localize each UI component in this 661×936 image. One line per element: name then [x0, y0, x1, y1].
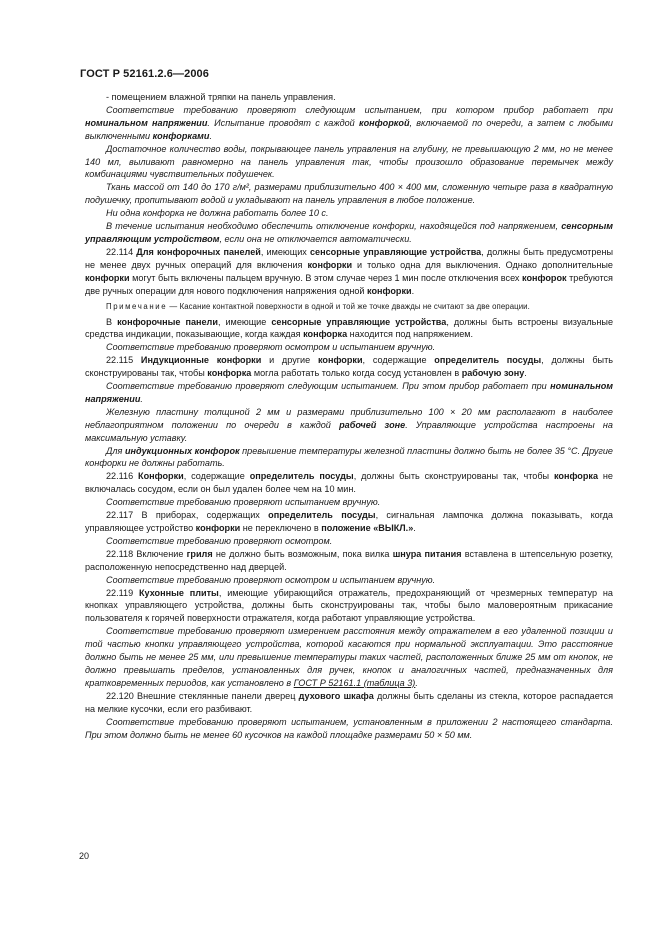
clause-22-115: 22.115 Индукционные конфорки и другие конфорки, содержащие определитель посуды, должны быть сконструированы так, чтобы конфорка могла работать только когда сосуд установлен в рабочую зону.	[85, 355, 613, 379]
paragraph: Ни одна конфорка не должна работать более 10 с.	[106, 208, 329, 219]
clause-22-117: 22.117 В приборах, содержащих определитель посуды, сигнальная лампочка должна показывать, когда управляющее устройство конфорки не переключено в положение «ВЫКЛ.».	[85, 510, 613, 533]
paragraph: Соответствие требованию проверяют испытанием, установленным в приложении 2 настоящего стандарта. При этом должно быть не менее 60 кусочков на каждой площадке размерами 50 × 50 мм.	[85, 716, 613, 740]
paragraph: В течение испытания необходимо обеспечить отключение конфорки, находящейся под напряжением, сенсорным управляющим устройством, если она не отключается автоматически.	[85, 221, 613, 244]
standard-header: ГОСТ Р 52161.2.6—2006	[80, 68, 209, 80]
paragraph: Соответствие требованию проверяют осмотром.	[106, 535, 333, 546]
clause-22-116: 22.116 Конфорки, содержащие определитель посуды, должны быть сконструированы так, чтобы конфорка не включалась сосудом, если он был удален более чем на 10 мин.	[85, 471, 613, 495]
paragraph: Ткань массой от 140 до 170 г/м², размерами приблизительно 400 × 400 мм, сложенную четыре раза в квадратную подушечку, пропитывают водой и укладывают на панель управления в любое положение.	[85, 182, 613, 206]
document-body	[85, 91, 613, 741]
page-number: 20	[79, 851, 90, 861]
clause-22-114: 22.114 Для конфорочных панелей, имеющих сенсорные управляющие устройства, должны быть предусмотрены не менее двух ручных операций для включения конфорки и только одна для выключения. Однако дополнительные конфорки могут быть включены пальцем вручную. В этом случае через 1 мин после отключения всех конфорок требуются две ручных операции для нового подключения напряжения одной конфорки.	[85, 246, 614, 296]
paragraph: В конфорочные панели, имеющие сенсорные управляющие устройства, должны быть встроены визуальные средства индикации, показывающие, когда каждая конфорка находится под напряжением.	[85, 316, 614, 340]
paragraph: Соответствие требованию проверяют испытанием вручную.	[106, 497, 381, 508]
standard-reference-link[interactable]: ГОСТ Р 52161.1 (таблица 3)	[293, 677, 416, 688]
clause-22-118: 22.118 Включение гриля не должно быть возможным, пока вилка шнура питания вставлена в штепсельную розетку, расположенную непосредственно над дверцей.	[85, 548, 613, 572]
paragraph: Железную пластину толщиной 2 мм и размерами приблизительно 100 × 20 мм располагают в наиболее неблагоприятном положении по очереди в каждой рабочей зоне. Управляющие устройства настроены на максимальную уставку.	[85, 406, 613, 443]
paragraph: Для индукционных конфорок превышение температуры железной пластины должно быть не более 35 °С. Другие конфорки не должны работать.	[85, 445, 613, 469]
paragraph: Соответствие требованию проверяют осмотром и испытанием вручную.	[106, 342, 436, 353]
paragraph: Достаточное количество воды, покрывающее панель управления на глубину, не превышающую 2 мм, но не менее 140 мл, выливают равномерно на панель управления так, чтобы произошло образование перемычек между комбинациями чувствительных подушечек.	[85, 143, 613, 180]
paragraph: - помещением влажной тряпки на панель управления.	[106, 92, 336, 102]
paragraph: Соответствие требованию проверяют осмотром и испытанием вручную.	[106, 574, 436, 585]
paragraph: Соответствие требованию проверяют измерением расстояния между отражателем в его удаленной позиции и той частью кнопки управляющего устройства, которой касаются при нормальной эксплуатации. Это расстояние должно быть не менее 25 мм, или превышение температуры таких частей, расположенных ближе 25 мм от кнопок, не должно превышать пределов, установленных для ручек, кнопок и аналогичных частей, предназначенных для кратковременных периодов, как установлено в ГОСТ Р 52161.1 (таблица 3).	[85, 626, 613, 688]
clause-22-120: 22.120 Внешние стеклянные панели дверец духового шкафа должны быть сделаны из стекла, которое распадается на мелкие кусочки, если его разбивают.	[85, 690, 613, 714]
note: Примечание — Касание контактной поверхности в одной и той же точке дважды не считают за две операции.	[106, 301, 530, 311]
paragraph: Соответствие требованию проверяют следующим испытанием. При этом прибор работает при номинальном напряжении.	[85, 381, 613, 404]
clause-22-119: 22.119 Кухонные плиты, имеющие убирающийся отражатель, предохраняющий от чрезмерных температур на кнопках управляющего устройства, должны быть сконструированы так, чтобы было маловероятным прикасание пользователя к горячей поверхности отражателя, когда работают управляющие устройства.	[85, 587, 613, 624]
paragraph: Соответствие требованию проверяют следующим испытанием, при котором прибор работает при номинальном напряжении. Испытание проводят с каждой конфоркой, включаемой по очереди, а затем с любыми выключенными конфорками.	[85, 104, 613, 141]
